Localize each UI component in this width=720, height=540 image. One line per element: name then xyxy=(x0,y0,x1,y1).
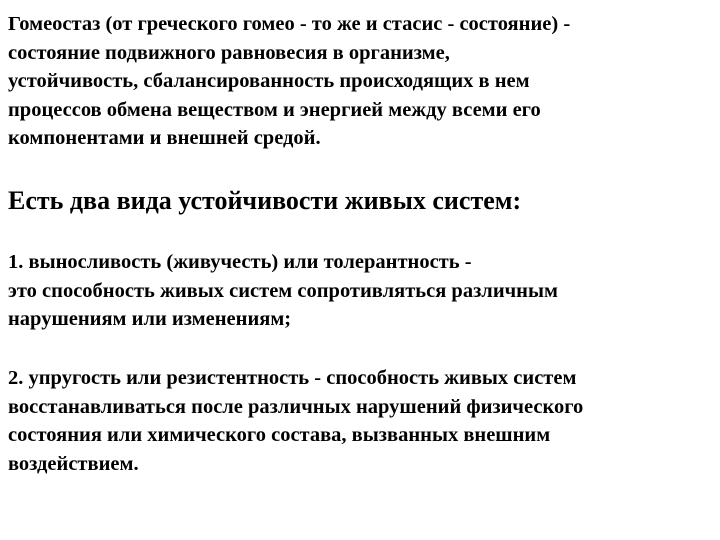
definition-line: Гомеостаз (от греческого гомео - то же и стасис - состояние) - xyxy=(8,13,571,35)
list-item-endurance xyxy=(8,248,558,334)
list-item-line: это способность живых систем сопротивляться различным xyxy=(8,279,558,302)
list-item-line: восстанавливаться после различных нарушений физического xyxy=(8,395,584,418)
list-item-line: 2. упругость или резистентность - способность живых систем xyxy=(8,367,577,389)
definition-paragraph xyxy=(8,10,570,153)
definition-line: процессов обмена веществом и энергией между всеми его xyxy=(8,98,541,121)
definition-line: устойчивость, сбалансированность происходящих в нем xyxy=(8,70,530,92)
list-item-line: 1. выносливость (живучесть) или толерантность - xyxy=(8,251,472,273)
definition-line: состояние подвижного равновесия в организме, xyxy=(8,41,450,64)
list-item-resilience xyxy=(8,364,583,478)
definition-line: компонентами и внешней средой. xyxy=(8,127,321,149)
list-item-line: воздействием. xyxy=(8,452,139,475)
list-item-line: состояния или химического состава, вызванных внешним xyxy=(8,424,551,446)
list-item-line: нарушениям или изменениям; xyxy=(8,308,292,330)
section-heading: Есть два вида устойчивости живых систем: xyxy=(8,186,522,215)
